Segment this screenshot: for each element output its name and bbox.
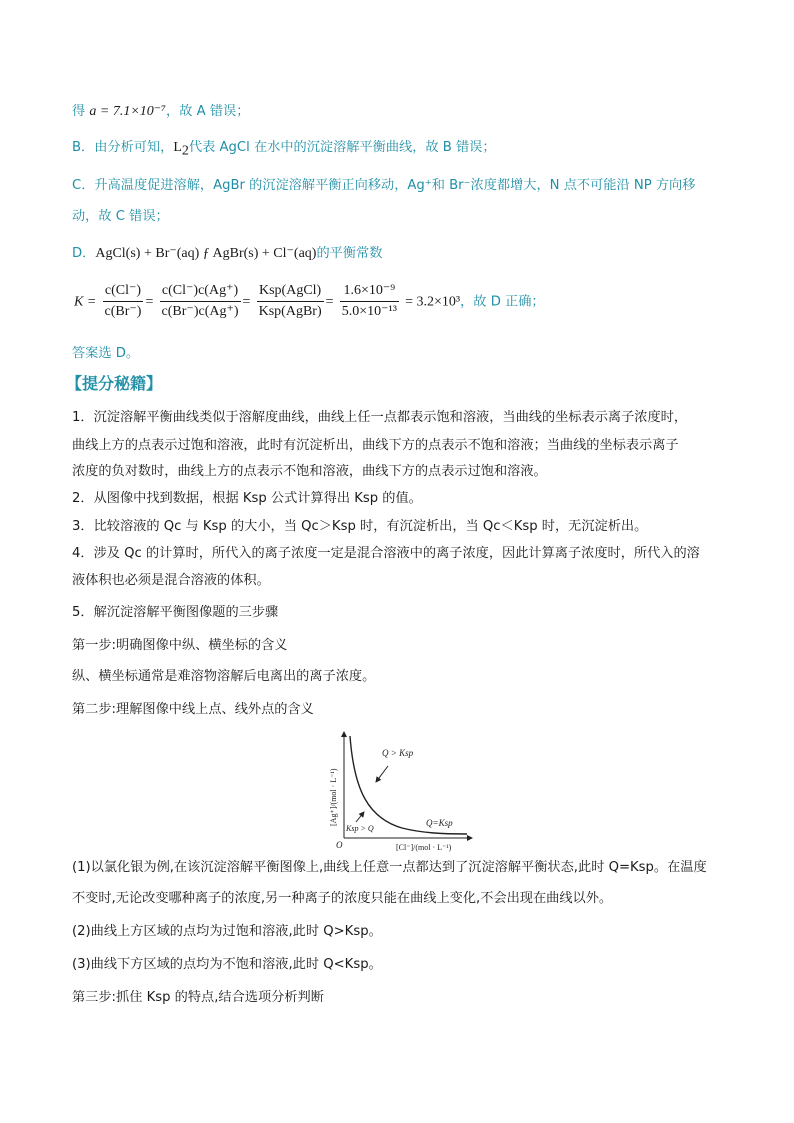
eq-suffix: ，故 D 正确； bbox=[460, 294, 545, 310]
step-3-title: 第三步:抓住 Ksp 的特点,结合选项分析判断 bbox=[72, 990, 324, 1005]
tip-1-line-3: 浓度的负对数时，曲线上方的点表示不饱和溶液，曲线下方的点表示过饱和溶液。 bbox=[72, 464, 547, 479]
line-d-equation: AgCl(s) + Br⁻(aq) ƒ AgBr(s) + Cl⁻(aq) bbox=[95, 246, 317, 261]
origin-label: O bbox=[336, 840, 343, 850]
line-b-sub: 2 bbox=[181, 143, 189, 159]
tip-4-line-2: 液体积也必须是混合溶液的体积。 bbox=[72, 573, 270, 588]
line-d-label: D． bbox=[72, 246, 96, 261]
tips-heading: 【提分秘籍】 bbox=[66, 374, 163, 393]
tip-2: 2．从图像中找到数据，根据 Ksp 公式计算得出 Ksp 的值。 bbox=[72, 491, 422, 506]
eq-frac-3-den: Ksp(AgBr) bbox=[258, 304, 322, 319]
step-2-point-2: (2)曲线上方区域的点均为过饱和溶液,此时 Q>Ksp。 bbox=[72, 924, 382, 939]
eq-frac-1-num: c(Cl⁻) bbox=[103, 282, 144, 302]
step-2-point-1-line-2: 不变时,无论改变哪种离子的浓度,另一种离子的浓度只能在曲线上变化,不会出现在曲线以外。 bbox=[72, 891, 613, 906]
step-1-description: 纵、横坐标通常是难溶物溶解后电离出的离子浓度。 bbox=[72, 669, 376, 684]
eq-k: K = bbox=[74, 294, 97, 310]
eq-frac-4-num: 1.6×10⁻⁹ bbox=[340, 282, 399, 302]
step-2-point-3: (3)曲线下方区域的点均为不饱和溶液,此时 Q<Ksp。 bbox=[72, 957, 382, 972]
line-d-suffix: 的平衡常数 bbox=[316, 246, 383, 261]
line-a-value: a = 7.1×10⁻⁷ bbox=[89, 104, 167, 119]
line-b-pre: B．由分析可知， bbox=[72, 140, 174, 155]
ksp-curve-figure bbox=[312, 730, 476, 854]
eq-frac-2-num: c(Cl⁻)c(Ag⁺) bbox=[160, 282, 241, 302]
step-1-title: 第一步:明确图像中纵、横坐标的含义 bbox=[72, 638, 288, 653]
eq-frac-3-num: Ksp(AgCl) bbox=[257, 282, 324, 302]
solution-line-d bbox=[72, 244, 382, 264]
ksp-curve-svg bbox=[312, 730, 476, 854]
label-above: Q > Ksp bbox=[382, 748, 414, 758]
tip-5: 5．解沉淀溶解平衡图像题的三步骤 bbox=[72, 605, 279, 620]
y-axis-label: [Ag⁺]/(mol · L⁻¹) bbox=[329, 768, 338, 826]
eq-frac-2 bbox=[160, 282, 241, 321]
tip-1-line-1: 1．沉淀溶解平衡曲线类似于溶解度曲线，曲线上任一点都表示饱和溶液，当曲线的坐标表示离子浓度时， bbox=[72, 410, 688, 425]
line-a-prefix: 得 bbox=[72, 104, 90, 119]
solution-line-a bbox=[72, 102, 249, 122]
line-b-post: 代表 AgCl 在水中的沉淀溶解平衡曲线，故 B 错误； bbox=[188, 140, 496, 155]
eq-frac-4-den: 5.0×10⁻¹³ bbox=[341, 304, 397, 319]
solution-line-b bbox=[72, 138, 496, 162]
line-b-L: L bbox=[173, 140, 182, 155]
line-a-suffix: ，故 A 错误； bbox=[166, 104, 250, 119]
tip-4-line-1: 4．涉及 Qc 的计算时，所代入的离子浓度一定是混合溶液中的离子浓度，因此计算离子浓度时，所代入的溶 bbox=[72, 546, 700, 561]
eq-frac-4 bbox=[340, 282, 399, 321]
solution-line-c1: C．升高温度促进溶解，AgBr 的沉淀溶解平衡正向移动，Ag⁺和 Br⁻浓度都增大，N 点不可能沿 NP 方向移 bbox=[72, 178, 696, 193]
eq-frac-1 bbox=[103, 282, 144, 321]
tip-1-line-2: 曲线上方的点表示过饱和溶液，此时有沉淀析出，曲线下方的点表示不饱和溶液；当曲线的坐标表示离子 bbox=[72, 438, 679, 453]
equilibrium-equation: K = $\frac{c(Cl^-)}{c(Br^-)}$ = $\frac{c(Cl^-)c(Ag^+)}{c(Br^-)c(Ag^+)}$ = $\frac{\text{Ksp(AgCl)}}{\text{Ksp(AgBr)}}$ = $\frac{\text{1.6×10⁻⁹}}{\text{5.0×10⁻¹³}}$ = 3.2×10³，故 D 正确； bbox=[74, 283, 545, 319]
label-below: Ksp > Q bbox=[346, 824, 374, 833]
tip-3: 3．比较溶液的 Qc 与 Ksp 的大小，当 Qc＞Ksp 时，有沉淀析出，当 Qc＜Ksp 时，无沉淀析出。 bbox=[72, 519, 648, 534]
solution-line-c2: 动，故 C 错误； bbox=[72, 209, 169, 224]
step-2-point-1-line-1: (1)以氯化银为例,在该沉淀溶解平衡图像上,曲线上任意一点都达到了沉淀溶解平衡状态,此时 Q=Ksp。在温度 bbox=[72, 860, 707, 875]
answer-line: 答案选 D。 bbox=[72, 346, 140, 361]
arrow-above bbox=[376, 766, 388, 782]
eq-frac-1-den: c(Br⁻) bbox=[104, 304, 142, 319]
x-axis-label: [Cl⁻]/(mol · L⁻¹) bbox=[396, 843, 452, 852]
eq-frac-3 bbox=[257, 282, 324, 321]
eq-frac-2-den: c(Br⁻)c(Ag⁺) bbox=[161, 304, 239, 319]
eq-result: = 3.2×10³ bbox=[405, 294, 461, 310]
arrow-below bbox=[356, 812, 364, 822]
label-on-curve: Q=Ksp bbox=[426, 818, 453, 828]
step-2-title: 第二步:理解图像中线上点、线外点的含义 bbox=[72, 702, 314, 717]
